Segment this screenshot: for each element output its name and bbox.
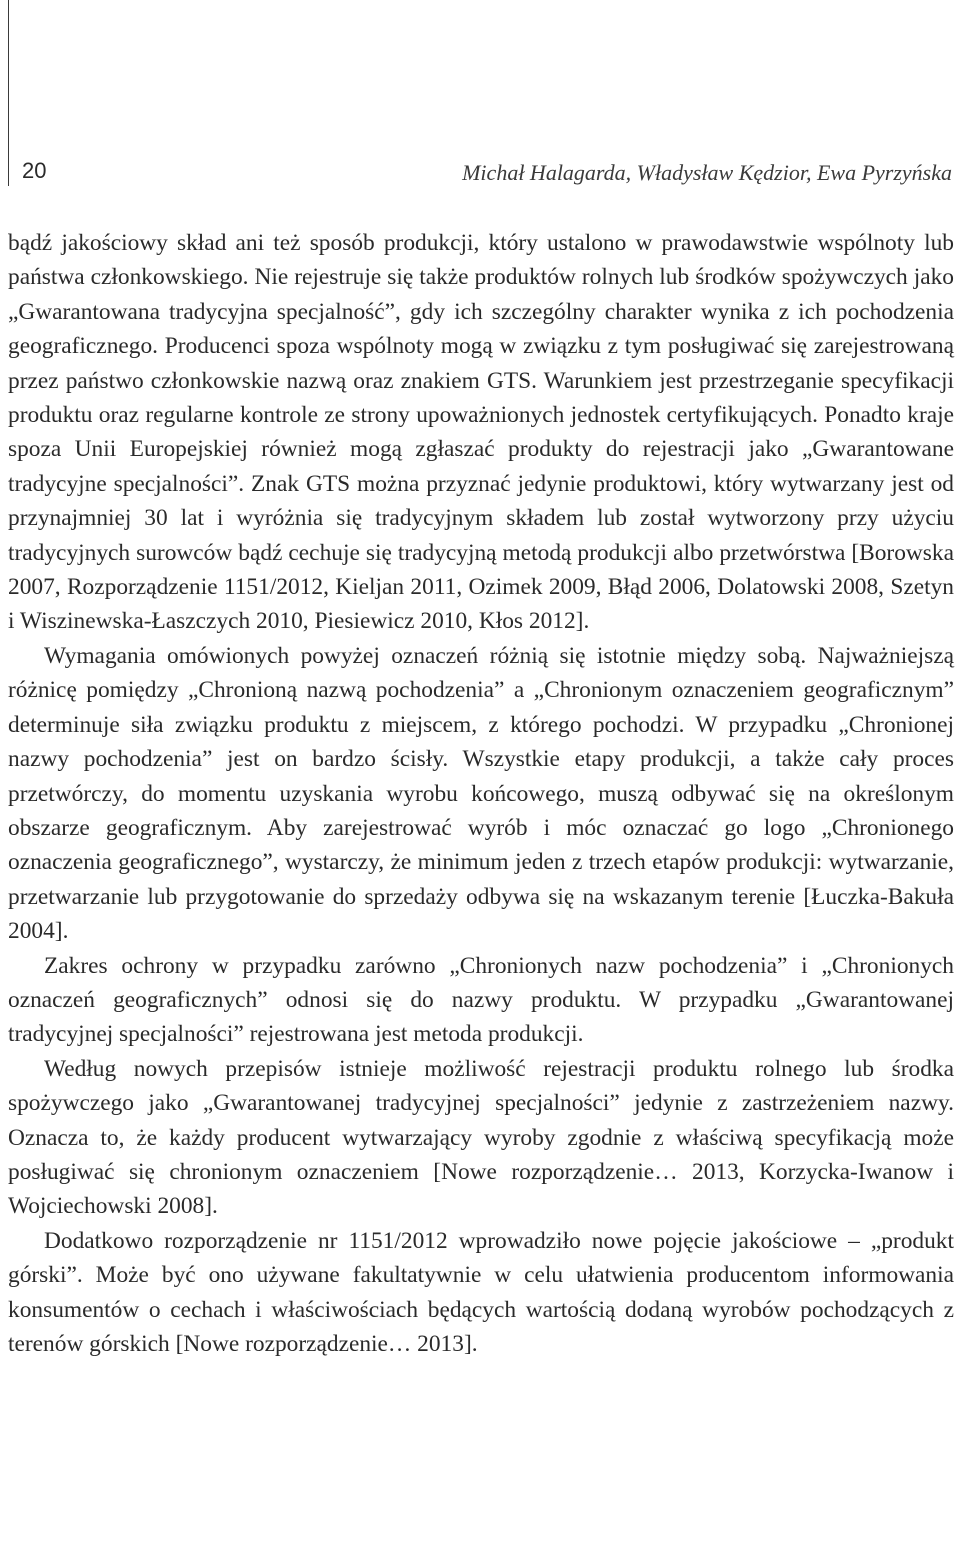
- running-head-authors: Michał Halagarda, Władysław Kędzior, Ewa Pyrzyńska: [462, 160, 952, 185]
- page-number: 20: [22, 158, 47, 183]
- paragraph-new-regulations: Według nowych przepisów istnieje możliwość rejestracji produktu rolnego lub środka spożywczego jako „Gwarantowanej tradycyjnej specjalności” jedynie z zastrzeżeniem nazwy. Oznacza to, że każdy producent wytwarzający wyroby zgodnie z właściwą specyfikacją może posługiwać się chronionym oznaczeniem [Nowe rozporządzenie… 2013, Korzycka-Iwanow i Wojciechowski 2008].: [8, 1055, 954, 1220]
- paragraph-scope-of-protection: Zakres ochrony w przypadku zarówno „Chronionych nazw pochodzenia” i „Chronionych oznaczeń geograficznych” odnosi się do nazwy produktu. W przypadku „Gwarantowanej tradycyjnej specjalności” rejestrowana jest metoda produkcji.: [8, 952, 954, 1048]
- paragraph-designation-requirements: Wymagania omówionych powyżej oznaczeń różnią się istotnie między sobą. Najważniejszą różnicę pomiędzy „Chronioną nazwą pochodzenia” a „Chronionym oznaczeniem geograficznym” determinuje siła związku produktu z miejscem, z którego pochodzi. W przypadku „Chronionej nazwy pochodzenia” jest on bardzo ścisły. Wszystkie etapy produkcji, a także cały proces przetwórczy, do momentu uzyskania wyrobu końcowego, muszą odbywać się na określonym obszarze geograficznym. Aby zarejestrować wyrób i móc oznaczać go logo „Chronionego oznaczenia geograficznego”, wystarczy, że minimum jeden z trzech etapów produkcji: wytwarzanie, przetwarzanie lub przygotowanie do sprzedaży odbywa się na wskazanym terenie [Łuczka-Bakuła 2004].: [8, 642, 954, 945]
- paragraph-continued: bądź jakościowy skład ani też sposób produkcji, który ustalono w prawodawstwie wspólnoty lub państwa członkowskiego. Nie rejestruje się także produktów rolnych lub środków spożywczych jako „Gwarantowana tradycyjna specjalność”, gdy ich szczególny charakter wynika z ich pochodzenia geograficznego. Producenci spoza wspólnoty mogą w związku z tym posługiwać się zarejestrowaną przez państwo członkowskie nazwą oraz znakiem GTS. Warunkiem jest przestrzeganie specyfikacji produktu oraz regularne kontrole ze strony upoważnionych jednostek certyfikujących. Ponadto kraje spoza Unii Europejskiej również mogą zgłaszać produkty do rejestracji jako „Gwarantowane tradycyjne specjalności”. Znak GTS można przyznać jedynie produktowi, który wytwarzany jest od przynajmniej 30 lat i wyróżnia się tradycyjnym składem lub został wytworzony przy użyciu tradycyjnych surowców bądź cechuje się tradycyjną metodą produkcji albo przetwórstwa [Borowska 2007, Rozporządzenie 1151/2012, Kieljan 2011, Ozimek 2009, Błąd 2006, Dolatowski 2008, Szetyn i Wiszinewska-Łaszczych 2010, Piesiewicz 2010, Kłos 2012].: [8, 230, 954, 635]
- margin-rule: [8, 0, 9, 186]
- paragraph-mountain-product: Dodatkowo rozporządzenie nr 1151/2012 wprowadziło nowe pojęcie jakościowe – „produkt górski”. Może być ono używane fakultatywnie w celu ułatwienia producentom informowania konsumentów o cechach i właściwościach będących wartością dodaną wyrobów pochodzących z terenów górskich [Nowe rozporządzenie… 2013].: [8, 1227, 954, 1357]
- body-text: [8, 226, 954, 1361]
